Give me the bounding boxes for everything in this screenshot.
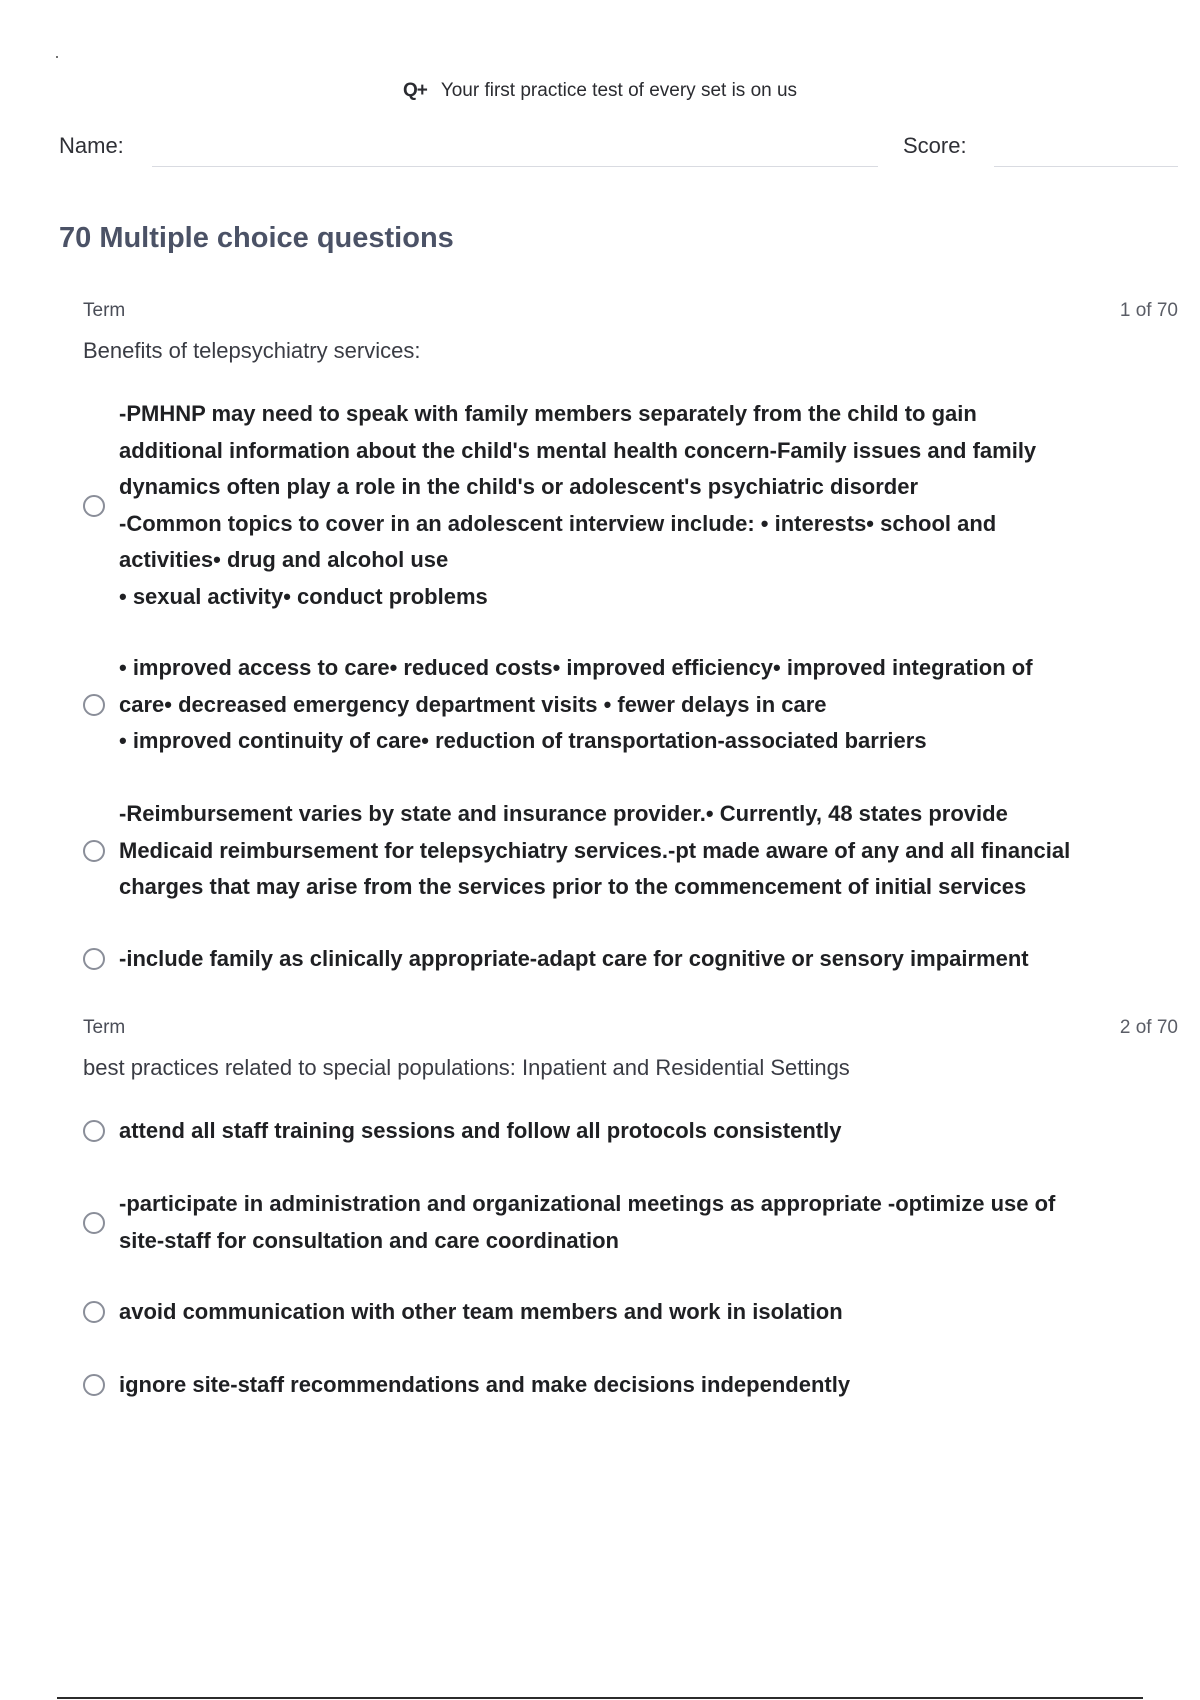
- option-text: [119, 941, 1169, 978]
- page-bottom-rule: [57, 1697, 1143, 1699]
- answer-option[interactable]: [83, 796, 1173, 906]
- option-text: [119, 650, 1169, 760]
- radio-button[interactable]: [83, 948, 105, 970]
- radio-button[interactable]: [83, 694, 105, 716]
- option-line: -include family as clinically appropriate-adapt care for cognitive or sensory impairment: [119, 946, 1029, 971]
- option-text: [119, 1186, 1169, 1259]
- option-line: dynamics often play a role in the child's or adolescent's psychiatric disorder: [119, 474, 919, 499]
- option-line: -participate in administration and organizational meetings as appropriate -optimize use of: [119, 1191, 1056, 1216]
- promo-banner[interactable]: [0, 80, 1200, 102]
- answer-option[interactable]: [83, 650, 1173, 760]
- question-2: [83, 1017, 1178, 1081]
- option-line: site-staff for consultation and care coordination: [119, 1227, 619, 1253]
- promo-text: Your first practice test of every set is on us: [440, 80, 798, 101]
- answer-option[interactable]: [83, 1367, 1173, 1404]
- section-title: 70 Multiple choice questions: [59, 222, 454, 254]
- option-text: [119, 1113, 1169, 1150]
- radio-button[interactable]: [83, 840, 105, 862]
- question-1: [83, 300, 1178, 364]
- question-counter: 1 of 70: [1119, 300, 1178, 321]
- answer-option[interactable]: [83, 396, 1173, 615]
- answer-option[interactable]: [83, 1113, 1173, 1150]
- stray-dot: [56, 56, 58, 58]
- question-counter: 2 of 70: [1119, 1017, 1178, 1038]
- radio-button[interactable]: [83, 1120, 105, 1142]
- option-text: [119, 1367, 1169, 1404]
- radio-button[interactable]: [83, 495, 105, 517]
- name-label: Name:: [59, 133, 124, 158]
- option-line: • improved access to care• reduced costs• improved efficiency• improved integration of: [119, 655, 1033, 680]
- question-prompt: Benefits of telepsychiatry services:: [83, 338, 421, 363]
- answer-option[interactable]: [83, 1294, 1173, 1331]
- option-line: -PMHNP may need to speak with family members separately from the child to gain: [119, 401, 977, 426]
- option-line: ignore site-staff recommendations and make decisions independently: [119, 1372, 851, 1397]
- question-term-label: Term: [83, 300, 126, 321]
- option-line: -Common topics to cover in an adolescent interview include: • interests• school and: [119, 510, 997, 536]
- option-text: [119, 1294, 1169, 1331]
- option-text: [119, 396, 1169, 615]
- option-line: • sexual activity• conduct problems: [119, 583, 488, 609]
- name-score-row: [59, 133, 1178, 169]
- name-field[interactable]: [152, 166, 878, 167]
- option-line: • improved continuity of care• reduction of transportation-associated barriers: [119, 728, 927, 753]
- radio-button[interactable]: [83, 1301, 105, 1323]
- option-line: additional information about the child's mental health concern-Family issues and family: [119, 437, 1037, 463]
- radio-button[interactable]: [83, 1374, 105, 1396]
- option-line: activities• drug and alcohol use: [119, 547, 449, 572]
- score-field[interactable]: [994, 166, 1178, 167]
- question-prompt: best practices related to special populations: Inpatient and Residential Settings: [83, 1055, 850, 1080]
- option-line: care• decreased emergency department visits • fewer delays in care: [119, 691, 827, 717]
- option-line: avoid communication with other team members and work in isolation: [119, 1299, 843, 1324]
- answer-option[interactable]: [83, 1186, 1173, 1259]
- option-line: Medicaid reimbursement for telepsychiatry services.-pt made aware of any and all financial: [119, 837, 1071, 863]
- score-label: Score:: [903, 133, 967, 158]
- quiz-plus-icon-text: Q+: [402, 80, 427, 101]
- option-text: [119, 796, 1169, 906]
- question-term-label: Term: [83, 1017, 126, 1038]
- option-line: charges that may arise from the services prior to the commencement of initial services: [119, 874, 1027, 899]
- option-line: attend all staff training sessions and follow all protocols consistently: [119, 1118, 842, 1143]
- radio-button[interactable]: [83, 1212, 105, 1234]
- option-line: -Reimbursement varies by state and insurance provider.• Currently, 48 states provide: [119, 801, 1008, 826]
- answer-option[interactable]: [83, 941, 1173, 978]
- quiz-plus-icon: [403, 80, 427, 102]
